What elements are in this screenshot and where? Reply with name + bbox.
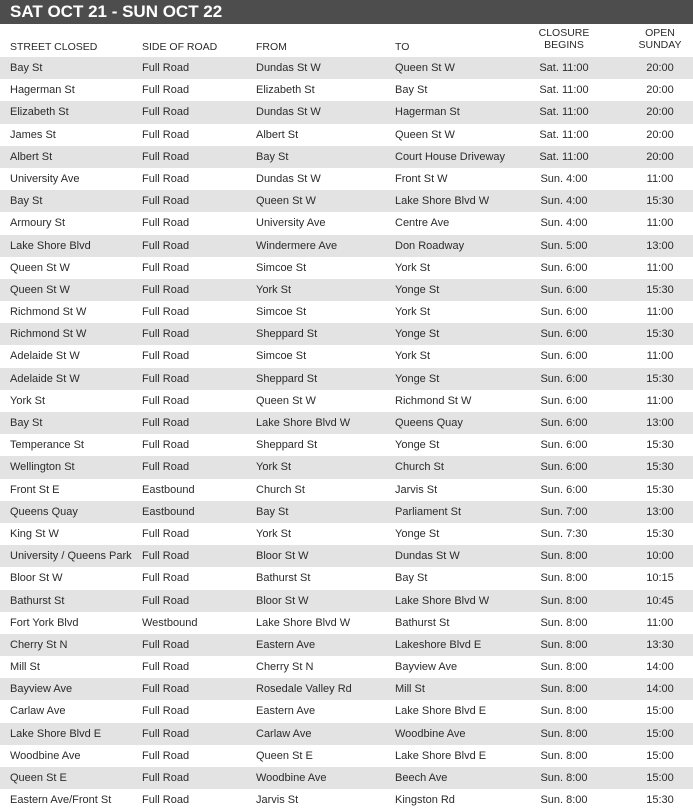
cell-open-sunday: 11:00 xyxy=(646,172,674,185)
table-row xyxy=(0,612,693,634)
cell-to: Woodbine Ave xyxy=(395,727,466,740)
cell-open-sunday: 20:00 xyxy=(646,150,674,163)
cell-closure-begins: Sat. 11:00 xyxy=(539,106,589,119)
cell-open-sunday: 15:30 xyxy=(646,461,674,474)
cell-side: Eastbound xyxy=(142,483,195,496)
cell-to: Bay St xyxy=(395,84,428,97)
table-row xyxy=(0,79,693,101)
table-row xyxy=(0,345,693,367)
table-row xyxy=(0,301,693,323)
cell-open-sunday: 11:00 xyxy=(646,306,674,319)
table-row xyxy=(0,279,693,301)
cell-closure-begins: Sun. 8:00 xyxy=(540,572,588,585)
cell-open-sunday: 15:30 xyxy=(646,195,674,208)
table-row xyxy=(0,479,693,501)
cell-open-sunday: 14:00 xyxy=(646,661,674,674)
cell-from: Sheppard St xyxy=(256,328,318,341)
table-row xyxy=(0,523,693,545)
cell-to: Parliament St xyxy=(395,505,462,518)
cell-closure-begins: Sat. 11:00 xyxy=(539,128,589,141)
cell-from: Church St xyxy=(256,483,305,496)
cell-from: University Ave xyxy=(256,217,326,230)
cell-open-sunday: 15:00 xyxy=(646,727,674,740)
cell-open-sunday: 13:30 xyxy=(646,638,674,651)
cell-to: Lake Shore Blvd E xyxy=(395,749,487,762)
cell-from: Sheppard St xyxy=(256,439,318,452)
table-row xyxy=(0,412,693,434)
table-row xyxy=(0,168,693,190)
table-row xyxy=(0,700,693,722)
cell-closure-begins: Sun. 6:00 xyxy=(540,417,588,429)
cell-closure-begins: Sun. 8:00 xyxy=(540,638,588,651)
cell-to: Lake Shore Blvd W xyxy=(395,195,490,208)
cell-to: Bathurst St xyxy=(395,616,450,629)
table-row xyxy=(0,57,693,79)
cell-street: York St xyxy=(10,394,46,407)
cell-to: Beech Ave xyxy=(395,772,448,784)
cell-closure-begins: Sun. 4:00 xyxy=(540,217,588,230)
cell-closure-begins: Sat. 11:00 xyxy=(539,150,589,163)
cell-closure-begins: Sun. 6:00 xyxy=(540,372,588,385)
cell-closure-begins: Sun. 7:00 xyxy=(540,505,588,518)
cell-street: Bay St xyxy=(10,195,43,208)
cell-side: Full Road xyxy=(142,106,190,119)
cell-from: Jarvis St xyxy=(256,794,299,807)
table-row xyxy=(0,212,693,234)
table-row xyxy=(0,545,693,567)
cell-closure-begins: Sun. 8:00 xyxy=(540,616,588,629)
cell-closure-begins: Sun. 6:00 xyxy=(540,394,588,407)
cell-to: Lakeshore Blvd E xyxy=(395,638,482,651)
cell-from: Cherry St N xyxy=(256,661,314,674)
cell-to: Mill St xyxy=(395,683,425,696)
cell-from: Simcoe St xyxy=(256,306,307,319)
cell-street: Front St E xyxy=(10,483,60,496)
cell-side: Full Road xyxy=(142,62,190,74)
cell-street: Bay St xyxy=(10,417,43,429)
cell-side: Full Road xyxy=(142,128,190,141)
cell-side: Eastbound xyxy=(142,505,195,518)
cell-open-sunday: 15:30 xyxy=(646,328,674,341)
cell-open-sunday: 13:00 xyxy=(646,505,674,518)
cell-side: Full Road xyxy=(142,350,190,363)
cell-street: Richmond St W xyxy=(10,328,87,341)
cell-to: Richmond St W xyxy=(395,394,472,407)
header-side: SIDE OF ROAD xyxy=(142,41,218,53)
cell-open-sunday: 11:00 xyxy=(646,616,674,629)
table-row xyxy=(0,235,693,257)
table-row xyxy=(0,745,693,767)
cell-to: Jarvis St xyxy=(395,483,438,496)
cell-open-sunday: 10:15 xyxy=(646,572,674,585)
cell-side: Full Road xyxy=(142,394,190,407)
cell-closure-begins: Sun. 8:00 xyxy=(540,772,588,784)
table-row xyxy=(0,257,693,279)
cell-side: Full Road xyxy=(142,661,190,674)
table-row xyxy=(0,590,693,612)
cell-to: Hagerman St xyxy=(395,106,460,119)
table-row xyxy=(0,634,693,656)
cell-street: James St xyxy=(10,128,56,141)
cell-side: Full Road xyxy=(142,705,190,718)
page-title: SAT OCT 21 - SUN OCT 22 xyxy=(0,0,693,24)
cell-to: York St xyxy=(395,350,431,363)
cell-street: Temperance St xyxy=(10,439,84,452)
cell-street: Lake Shore Blvd xyxy=(10,239,91,252)
cell-side: Full Road xyxy=(142,572,190,585)
cell-to: Lake Shore Blvd E xyxy=(395,705,487,718)
cell-to: York St xyxy=(395,261,431,274)
cell-to: Dundas St W xyxy=(395,550,460,563)
cell-from: Woodbine Ave xyxy=(256,772,327,784)
cell-closure-begins: Sun. 6:00 xyxy=(540,439,588,452)
cell-closure-begins: Sun. 7:30 xyxy=(540,527,588,540)
cell-side: Westbound xyxy=(142,616,198,629)
cell-open-sunday: 13:00 xyxy=(646,239,674,252)
table-row xyxy=(0,323,693,345)
cell-to: Front St W xyxy=(395,172,448,185)
cell-open-sunday: 20:00 xyxy=(646,128,674,141)
header-closure-line1: CLOSURE xyxy=(538,27,590,39)
cell-side: Full Road xyxy=(142,306,190,319)
table-row xyxy=(0,723,693,745)
cell-closure-begins: Sun. 6:00 xyxy=(540,261,588,274)
cell-from: Lake Shore Blvd W xyxy=(256,616,351,629)
cell-street: Bathurst St xyxy=(10,594,65,607)
cell-to: Queen St W xyxy=(395,62,455,74)
header-from: FROM xyxy=(256,41,287,53)
cell-to: Yonge St xyxy=(395,283,440,296)
cell-closure-begins: Sun. 8:00 xyxy=(540,705,588,718)
header-open-line1: OPEN xyxy=(645,27,675,39)
cell-side: Full Road xyxy=(142,794,190,807)
cell-open-sunday: 13:00 xyxy=(646,417,674,429)
table-row xyxy=(0,434,693,456)
cell-street: Elizabeth St xyxy=(10,106,69,119)
cell-open-sunday: 10:00 xyxy=(646,550,674,563)
cell-street: Bay St xyxy=(10,62,43,74)
cell-to: York St xyxy=(395,306,431,319)
cell-open-sunday: 11:00 xyxy=(646,217,674,230)
cell-street: Mill St xyxy=(10,661,40,674)
cell-open-sunday: 20:00 xyxy=(646,84,674,97)
cell-closure-begins: Sun. 5:00 xyxy=(540,239,588,252)
cell-closure-begins: Sun. 8:00 xyxy=(540,727,588,740)
cell-from: Bay St xyxy=(256,505,289,518)
cell-from: Queen St E xyxy=(256,749,313,762)
cell-street: Hagerman St xyxy=(10,84,75,97)
cell-side: Full Road xyxy=(142,150,190,163)
cell-street: Queen St E xyxy=(10,772,67,784)
cell-street: Carlaw Ave xyxy=(10,705,66,718)
table-row xyxy=(0,456,693,478)
cell-open-sunday: 15:00 xyxy=(646,772,674,784)
cell-from: Bay St xyxy=(256,150,289,163)
cell-side: Full Road xyxy=(142,439,190,452)
table-row xyxy=(0,501,693,523)
cell-street: Armoury St xyxy=(10,217,66,230)
header-to: TO xyxy=(395,41,410,53)
header-closure-begins xyxy=(520,27,608,51)
table-row xyxy=(0,390,693,412)
cell-closure-begins: Sun. 6:00 xyxy=(540,328,588,341)
cell-street: Queens Quay xyxy=(10,505,78,518)
cell-side: Full Road xyxy=(142,550,190,563)
cell-from: York St xyxy=(256,527,292,540)
cell-closure-begins: Sun. 8:00 xyxy=(540,683,588,696)
cell-closure-begins: Sat. 11:00 xyxy=(539,62,589,74)
header-open-line2: SUNDAY xyxy=(638,39,682,51)
cell-open-sunday: 11:00 xyxy=(646,394,674,407)
cell-street: Adelaide St W xyxy=(10,350,80,363)
cell-open-sunday: 10:45 xyxy=(646,594,674,607)
cell-from: Lake Shore Blvd W xyxy=(256,417,351,429)
table-row xyxy=(0,767,693,789)
cell-side: Full Road xyxy=(142,683,190,696)
cell-street: University / Queens Park xyxy=(10,550,132,563)
table-row xyxy=(0,190,693,212)
cell-from: Elizabeth St xyxy=(256,84,315,97)
cell-open-sunday: 11:00 xyxy=(646,350,674,363)
cell-side: Full Road xyxy=(142,372,190,385)
cell-side: Full Road xyxy=(142,261,190,274)
cell-open-sunday: 20:00 xyxy=(646,62,674,74)
cell-from: Carlaw Ave xyxy=(256,727,312,740)
cell-from: York St xyxy=(256,461,292,474)
cell-side: Full Road xyxy=(142,172,190,185)
cell-closure-begins: Sun. 8:00 xyxy=(540,550,588,563)
cell-to: Church St xyxy=(395,461,444,474)
closures-table-body xyxy=(0,57,693,811)
cell-from: Queen St W xyxy=(256,195,316,208)
cell-closure-begins: Sun. 6:00 xyxy=(540,461,588,474)
cell-street: Eastern Ave/Front St xyxy=(10,794,112,807)
cell-side: Full Road xyxy=(142,217,190,230)
cell-side: Full Road xyxy=(142,239,190,252)
table-row xyxy=(0,368,693,390)
cell-street: Cherry St N xyxy=(10,638,68,651)
cell-open-sunday: 15:30 xyxy=(646,283,674,296)
cell-to: Kingston Rd xyxy=(395,794,455,807)
cell-closure-begins: Sun. 4:00 xyxy=(540,195,588,208)
table-row xyxy=(0,124,693,146)
cell-side: Full Road xyxy=(142,417,190,429)
cell-from: Simcoe St xyxy=(256,261,307,274)
cell-side: Full Road xyxy=(142,727,190,740)
cell-to: Queens Quay xyxy=(395,417,463,429)
cell-side: Full Road xyxy=(142,594,190,607)
cell-from: Bloor St W xyxy=(256,550,309,563)
cell-closure-begins: Sun. 8:00 xyxy=(540,594,588,607)
cell-closure-begins: Sun. 6:00 xyxy=(540,283,588,296)
cell-to: Lake Shore Blvd W xyxy=(395,594,490,607)
cell-from: York St xyxy=(256,283,292,296)
cell-open-sunday: 11:00 xyxy=(646,261,674,274)
table-row xyxy=(0,101,693,123)
cell-to: Court House Driveway xyxy=(395,150,506,163)
cell-open-sunday: 20:00 xyxy=(646,106,674,119)
cell-from: Dundas St W xyxy=(256,172,321,185)
cell-from: Bloor St W xyxy=(256,594,309,607)
cell-closure-begins: Sun. 6:00 xyxy=(540,306,588,319)
cell-street: Queen St W xyxy=(10,283,70,296)
cell-closure-begins: Sun. 4:00 xyxy=(540,172,588,185)
cell-open-sunday: 14:00 xyxy=(646,683,674,696)
cell-closure-begins: Sun. 8:00 xyxy=(540,749,588,762)
cell-street: Richmond St W xyxy=(10,306,87,319)
cell-to: Yonge St xyxy=(395,372,440,385)
cell-from: Bathurst St xyxy=(256,572,311,585)
table-header xyxy=(0,24,693,57)
cell-from: Dundas St W xyxy=(256,62,321,74)
cell-to: Yonge St xyxy=(395,439,440,452)
cell-street: Queen St W xyxy=(10,261,70,274)
cell-side: Full Road xyxy=(142,84,190,97)
header-closure-line2: BEGINS xyxy=(544,39,584,51)
cell-to: Yonge St xyxy=(395,527,440,540)
cell-to: Bayview Ave xyxy=(395,661,458,674)
cell-to: Bay St xyxy=(395,572,428,585)
cell-to: Centre Ave xyxy=(395,217,450,230)
cell-from: Sheppard St xyxy=(256,372,318,385)
cell-from: Eastern Ave xyxy=(256,705,316,718)
table-row xyxy=(0,678,693,700)
cell-street: Woodbine Ave xyxy=(10,749,81,762)
cell-from: Eastern Ave xyxy=(256,638,316,651)
cell-open-sunday: 15:00 xyxy=(646,749,674,762)
cell-side: Full Road xyxy=(142,283,190,296)
cell-to: Yonge St xyxy=(395,328,440,341)
cell-street: Lake Shore Blvd E xyxy=(10,727,102,740)
cell-street: Bayview Ave xyxy=(10,683,73,696)
cell-open-sunday: 15:30 xyxy=(646,794,674,807)
cell-side: Full Road xyxy=(142,195,190,208)
cell-side: Full Road xyxy=(142,772,190,784)
table-row xyxy=(0,656,693,678)
cell-open-sunday: 15:30 xyxy=(646,483,674,496)
header-street: STREET CLOSED xyxy=(10,41,98,53)
cell-open-sunday: 15:30 xyxy=(646,439,674,452)
cell-closure-begins: Sun. 6:00 xyxy=(540,350,588,363)
cell-open-sunday: 15:30 xyxy=(646,372,674,385)
table-row xyxy=(0,789,693,811)
cell-to: Don Roadway xyxy=(395,239,465,252)
cell-side: Full Road xyxy=(142,527,190,540)
cell-side: Full Road xyxy=(142,638,190,651)
cell-from: Simcoe St xyxy=(256,350,307,363)
cell-street: Bloor St W xyxy=(10,572,63,585)
table-row xyxy=(0,567,693,589)
table-row xyxy=(0,146,693,168)
cell-closure-begins: Sun. 8:00 xyxy=(540,794,588,807)
cell-street: Fort York Blvd xyxy=(10,616,79,629)
cell-side: Full Road xyxy=(142,749,190,762)
cell-closure-begins: Sat. 11:00 xyxy=(539,84,589,97)
cell-closure-begins: Sun. 8:00 xyxy=(540,661,588,674)
cell-from: Rosedale Valley Rd xyxy=(256,683,352,696)
cell-street: Albert St xyxy=(10,150,53,163)
cell-side: Full Road xyxy=(142,328,190,341)
cell-street: University Ave xyxy=(10,172,80,185)
header-open-sunday xyxy=(622,27,693,51)
cell-street: Adelaide St W xyxy=(10,372,80,385)
cell-street: Wellington St xyxy=(10,461,75,474)
cell-from: Windermere Ave xyxy=(256,239,338,252)
cell-side: Full Road xyxy=(142,461,190,474)
cell-to: Queen St W xyxy=(395,128,455,141)
cell-street: King St W xyxy=(10,527,59,540)
cell-from: Queen St W xyxy=(256,394,316,407)
cell-from: Albert St xyxy=(256,128,299,141)
cell-open-sunday: 15:30 xyxy=(646,527,674,540)
cell-from: Dundas St W xyxy=(256,106,321,119)
cell-open-sunday: 15:00 xyxy=(646,705,674,718)
cell-closure-begins: Sun. 6:00 xyxy=(540,483,588,496)
